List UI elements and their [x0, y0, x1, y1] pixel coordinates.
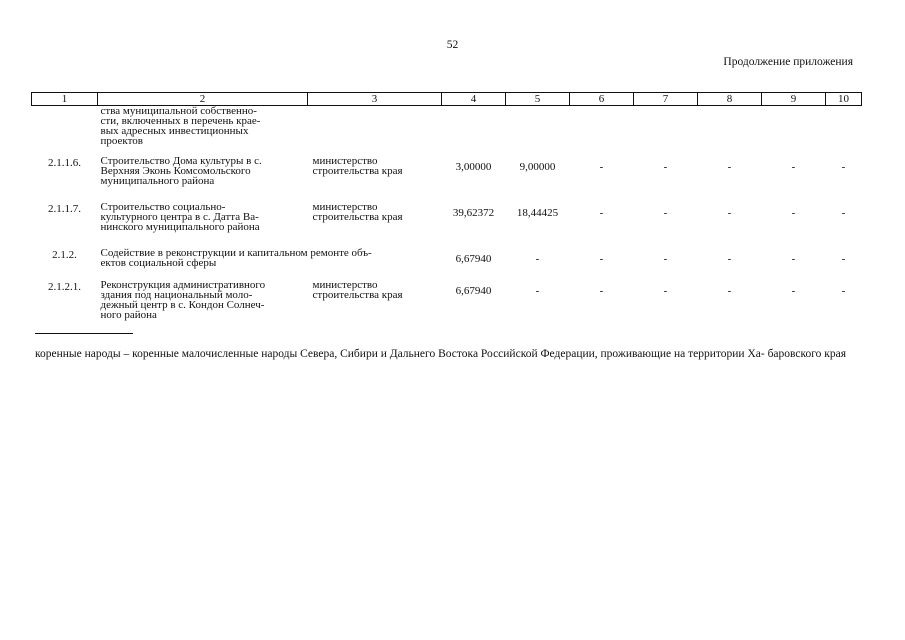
cell-value: -	[791, 285, 796, 297]
table-row	[32, 156, 862, 202]
cell-value: -	[727, 253, 732, 265]
table-row	[32, 106, 862, 157]
cell-value: -	[663, 253, 668, 265]
cell-value: -	[841, 253, 846, 265]
continuation-label: Продолжение приложения	[723, 56, 853, 68]
cell-value	[506, 106, 570, 157]
cell-value: 18,44425	[516, 207, 559, 219]
cell-value: -	[841, 285, 846, 297]
row-executor-line: строительства края	[312, 289, 403, 301]
row-name-line: Строительство Дома культуры в с.	[100, 155, 262, 167]
row-name-line: здания под национальный моло-	[100, 289, 253, 301]
row-name	[98, 280, 308, 332]
column-header: 2	[98, 93, 308, 106]
column-header: 7	[634, 93, 698, 106]
cell-value: -	[841, 161, 846, 173]
footnote-line: баровского края	[767, 348, 847, 360]
column-header: 5	[506, 93, 570, 106]
row-name-line: ектов социальной сферы	[100, 257, 217, 269]
row-name-line: Верхняя Эконь Комсомольского	[100, 165, 251, 177]
cell-value: -	[791, 253, 796, 265]
row-name-line: сти, включенных в перечень крае-	[100, 115, 261, 127]
row-name-line: нинского муниципального района	[100, 221, 260, 233]
row-executor-line: министерство	[312, 279, 378, 291]
cell-value: 9,00000	[519, 161, 556, 173]
row-executor	[308, 202, 442, 248]
column-header: 8	[698, 93, 762, 106]
row-name-line: муниципального района	[100, 175, 215, 187]
column-header: 9	[762, 93, 826, 106]
row-executor-line: министерство	[312, 155, 378, 167]
row-name-line: ства муниципальной собственно-	[100, 105, 257, 117]
row-name	[98, 248, 442, 280]
page-number: 52	[446, 39, 459, 51]
cell-value: -	[599, 253, 604, 265]
footnote-line: коренные народы – коренные малочисленные народы Севера, Сибири и Дальнего Востока Российской Федерации, проживающие на территории Ха-	[35, 348, 765, 360]
row-executor	[308, 280, 442, 332]
cell-value: -	[727, 161, 732, 173]
row-name-line: культурного центра в с. Датта Ва-	[100, 211, 259, 223]
cell-value: 6,67940	[455, 285, 492, 297]
cell-value: -	[663, 285, 668, 297]
cell-value: 6,67940	[455, 253, 492, 265]
cell-value: 39,62372	[452, 207, 495, 219]
cell-value: -	[791, 161, 796, 173]
column-header: 4	[442, 93, 506, 106]
cell-value: -	[535, 253, 540, 265]
row-name	[98, 202, 308, 248]
column-header: 3	[308, 93, 442, 106]
cell-value: -	[727, 285, 732, 297]
cell-value: -	[663, 161, 668, 173]
table-row	[32, 202, 862, 248]
row-executor-line: строительства края	[312, 211, 403, 223]
row-number: 2.1.1.6.	[48, 157, 81, 169]
cell-value: -	[727, 207, 732, 219]
cell-value: -	[599, 285, 604, 297]
row-name	[98, 156, 308, 202]
cell-value	[826, 106, 862, 157]
row-name	[98, 106, 308, 157]
cell-value	[570, 106, 634, 157]
column-header: 6	[570, 93, 634, 106]
program-table	[31, 92, 862, 332]
cell-value	[762, 106, 826, 157]
column-header: 10	[826, 93, 862, 106]
footnote	[35, 349, 865, 360]
cell-value: -	[535, 285, 540, 297]
cell-value: 3,00000	[455, 161, 492, 173]
row-name-line: Реконструкция административного	[100, 279, 266, 291]
cell-value	[442, 106, 506, 157]
row-name-line: проектов	[100, 135, 143, 147]
footnote-divider	[35, 333, 133, 334]
row-executor	[308, 156, 442, 202]
row-number: 2.1.1.7.	[48, 203, 81, 215]
row-number	[32, 106, 98, 157]
cell-value: -	[841, 207, 846, 219]
cell-value	[698, 106, 762, 157]
cell-value: -	[599, 207, 604, 219]
column-header: 1	[32, 93, 98, 106]
row-executor-line: министерство	[312, 201, 378, 213]
row-name-line: Содействие в реконструкции и капитальном ремонте объ-	[100, 247, 372, 259]
table-row	[32, 248, 862, 280]
header-row	[32, 93, 862, 106]
cell-value: -	[599, 161, 604, 173]
cell-value: -	[791, 207, 796, 219]
table-row	[32, 280, 862, 332]
cell-value	[634, 106, 698, 157]
row-name-line: Строительство социально-	[100, 201, 226, 213]
row-name-line: вых адресных инвестиционных	[100, 125, 249, 137]
row-name-line: дежный центр в с. Кондон Солнеч-	[100, 299, 265, 311]
row-number: 2.1.2.	[52, 249, 77, 261]
row-number: 2.1.2.1.	[48, 281, 81, 293]
cell-value: -	[663, 207, 668, 219]
row-executor-line: строительства края	[312, 165, 403, 177]
row-name-line: ного района	[100, 309, 157, 321]
row-executor	[308, 106, 442, 157]
